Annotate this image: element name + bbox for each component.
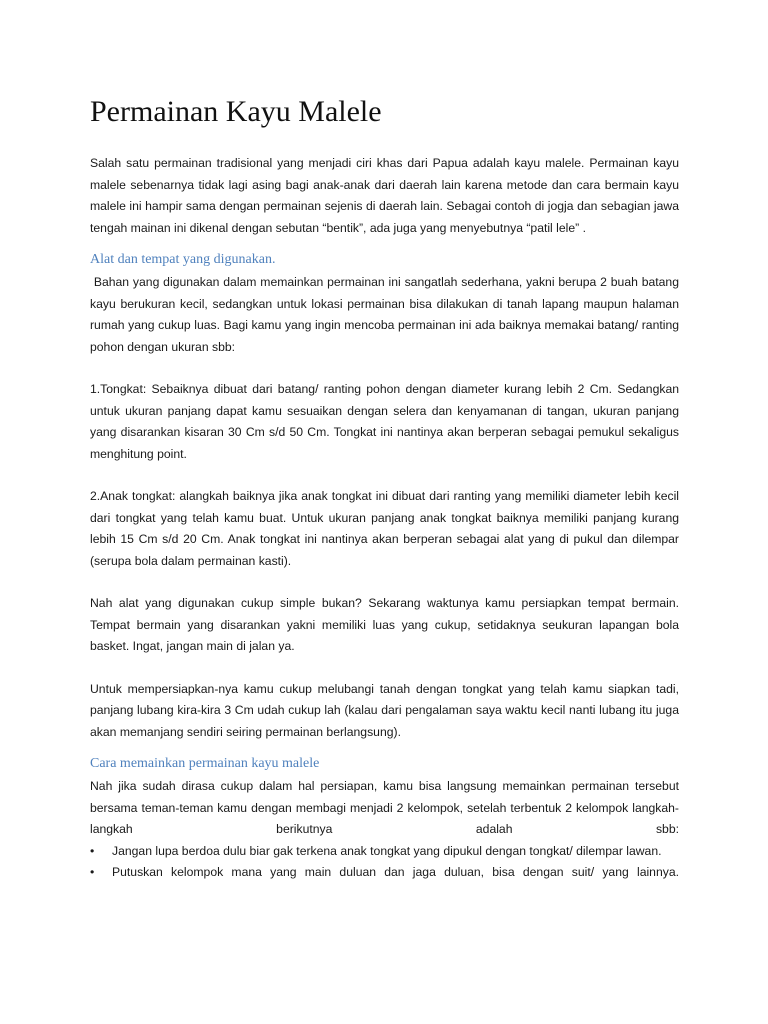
stick-paragraph: 1.Tongkat: Sebaiknya dibuat dari batang/ ranting pohon dengan diameter kurang lebih 2 Cm. Sedangkan untuk ukuran panjang dapat kamu sesuaikan dengan selera dan kenyamanan di tangan, ukuran panjang yang disarankan kisaran 30 Cm s/d 50 Cm. Tongkat ini nantinya akan berperan sebagai pemukul sekaligus menghitung point. <box>90 382 679 461</box>
list-item <box>90 862 679 884</box>
place-paragraph: Nah alat yang digunakan cukup simple bukan? Sekarang waktunya kamu persiapkan tempat bermain. Tempat bermain yang disarankan yakni memiliki luas yang cukup, setidaknya seukuran lapangan bola basket. Ingat, jangan main di jalan ya. <box>90 596 679 653</box>
bullet-icon: • <box>90 865 95 879</box>
howto-paragraph: Nah jika sudah dirasa cukup dalam hal persiapan, kamu bisa langsung memainkan permainan tersebut bersama teman-teman kamu dengan membagi menjadi 2 kelompok, setelah terbentuk 2 kelompok langkah-langkah berikutnya adalah sbb: <box>90 779 679 836</box>
steps-list <box>90 841 679 884</box>
list-item-text: Putuskan kelompok mana yang main duluan dan jaga duluan, bisa dengan suit/ yang lainnya. <box>112 865 679 879</box>
section-heading-howto: Cara memainkan permainan kayu malele <box>90 756 320 771</box>
list-item <box>90 841 679 863</box>
bullet-icon: • <box>90 843 95 858</box>
list-item-text: Jangan lupa berdoa dulu biar gak terkena anak tongkat yang dipukul dengan tongkat/ dilempar lawan. <box>112 843 662 858</box>
small-stick-paragraph: 2.Anak tongkat: alangkah baiknya jika anak tongkat ini dibuat dari ranting yang memiliki diameter lebih kecil dari tongkat yang telah kamu buat. Untuk ukuran panjang anak tongkat baiknya memiliki panjang kurang lebih 15 Cm s/d 20 Cm. Anak tongkat ini nantinya akan berperan sebagai alat yang di pukul dan dilempar (serupa bola dalam permainan kasti). <box>90 489 679 568</box>
intro-paragraph: Salah satu permainan tradisional yang menjadi ciri khas dari Papua adalah kayu malele. Permainan kayu malele sebenarnya tidak lagi asing bagi anak-anak dari daerah lain karena metode dan cara bermain kayu malele ini hampir sama dengan permainan sejenis di daerah lain. Sebagai contoh di jogja dan sebagian jawa tengah mainan ini dikenal dengan sebutan “bentik”, ada juga yang menyebutnya “patil lele” . <box>90 156 679 235</box>
section-heading-tools: Alat dan tempat yang digunakan. <box>90 252 276 267</box>
hole-paragraph: Untuk mempersiapkan-nya kamu cukup melubangi tanah dengan tongkat yang telah kamu siapkan tadi, panjang lubang kira-kira 3 Cm udah cukup lah (kalau dari pengalaman saya waktu kecil nanti lubang itu juga akan memanjang sendiri seiring permainan berlangsung). <box>90 681 679 739</box>
tools-paragraph: Bahan yang digunakan dalam memainkan permainan ini sangatlah sederhana, yakni berupa 2 buah batang kayu berukuran kecil, sedangkan untuk lokasi permainan bisa dilakukan di tanah lapang maupun halaman rumah yang cukup luas. Bagi kamu yang ingin mencoba permainan ini ada baiknya memakai batang/ ranting pohon dengan ukuran sbb: <box>90 275 683 354</box>
page-title: Permainan Kayu Malele <box>90 95 382 128</box>
